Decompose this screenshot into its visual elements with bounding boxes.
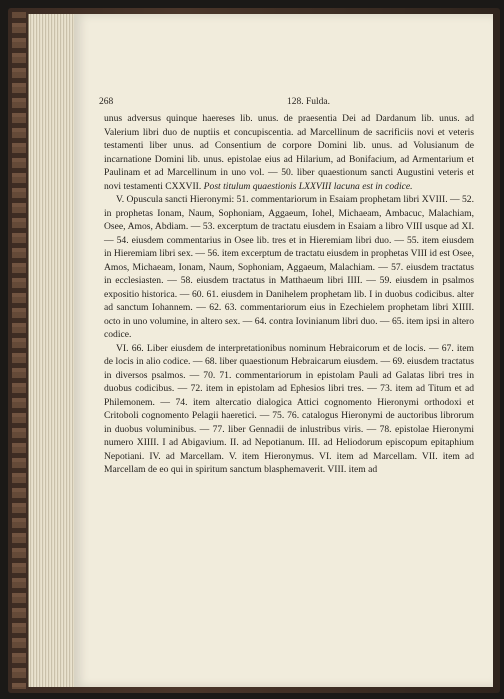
- paragraph-text: unus adversus quinque haereses lib. unus. de praesentia Dei ad Dardanum lib. unus. ad Valerium libri duo de nuptiis et concupiscentia. ad Marcellinum de sacrificiis novi et veteris testamenti liber unus. ad Consentium de corpore Domini lib. unus. ad Volusianum de incarnatione Domini lib. unus. epistolae eius ad Hilarium, ad Bonifacium, ad Armentarium et Paulinam et ad Marcellinum in uno vol. — 50. liber quaestionum sancti Augustini veteris et novi testamenti CXXVII.: [104, 113, 474, 192]
- page-number: 268: [99, 97, 114, 107]
- italic-note: Post titulum quaestionis LXXVIII lacuna est in codice.: [203, 180, 413, 192]
- paragraph: [104, 193, 474, 342]
- page-body: [104, 112, 474, 477]
- page-header: [99, 97, 474, 111]
- paragraph-text: VI. 66. Liber eiusdem de interpretationibus nominum Hebraicorum et de locis. — 67. item de locis in alio codice. — 68. liber quaestionum Hebraicarum eiusdem. — 69. eiusdem tractatus in diversos psalmos. — 70. 71. commentariorum in epistolam Pauli ad Galatas libri tres in duobus codicibus. — 72. item in epistolam ad Ephesios libri tres. — 73. item ad Titum et ad Philemonem. — 74. item altercatio dialogica Attici cognomento Hieronymi orthodoxi et Critoboli cognomento Pelagii haeretici. — 75. 76. catalogus Hieronymi de auctoribus librorum in duobus voluminibus. — 77. liber Gennadii de inlustribus viris. — 78. epistolae Hieronymi numero XIIII. I ad Abigavium. II. ad Nepotianum. III. ad Heliodorum episcopum epitaphium Nepotiani. IV. ad Marcellam. V. item Hieronymus. VI. item ad Marcellam. VII. item ad Marcellam de eo qui in spiritum sanctum blasphemaverit. VIII. item ad: [104, 342, 474, 475]
- marbled-cover-edge: [12, 12, 26, 689]
- paragraph: [104, 342, 474, 477]
- running-title: 128. Fulda.: [287, 97, 331, 107]
- paragraph: [104, 112, 474, 193]
- page-edges: [28, 14, 75, 687]
- paragraph-text: V. Opuscula sancti Hieronymi: 51. commentariorum in Esaiam prophetam libri XVIII. — 52. in prophetas Ionam, Naum, Sophoniam, Aggaeum, Iohel, Michaeam, Ambacuc, Malachiam, Osee, Amos, Abdiam. — 53. excerptum de tractatu eiusdem in Esaiam a libro VIII usque ad XI. — 54. eiusdem commentarius in Osee lib. tres et in Hieremiam libri duo. — 55. item eiusdem in Hieremiam libri sex. — 56. item excerptum de tractatu eiusdem in prophetas VIII id est Osee, Amos, Michaeam, Ionam, Naum, Sophoniam, Aggaeum, Malachiam. — 57. eiusdem tractatus in ecclesiasten. — 58. eiusdem tractatus in Matthaeum libri IIII. — 59. eiusdem in psalmos expositio historica. — 60. 61. eiusdem in Danihelem prophetam lib. I in duobus codicibus. alter ad sanctum Iohannem. — 62. 63. commentariorum eius in Ezechielem prophetam libri XIIII. octo in uno volumine, in altero sex. — 64. contra Iovinianum libri duo. — 65. item ipsi in altero codice.: [104, 194, 474, 340]
